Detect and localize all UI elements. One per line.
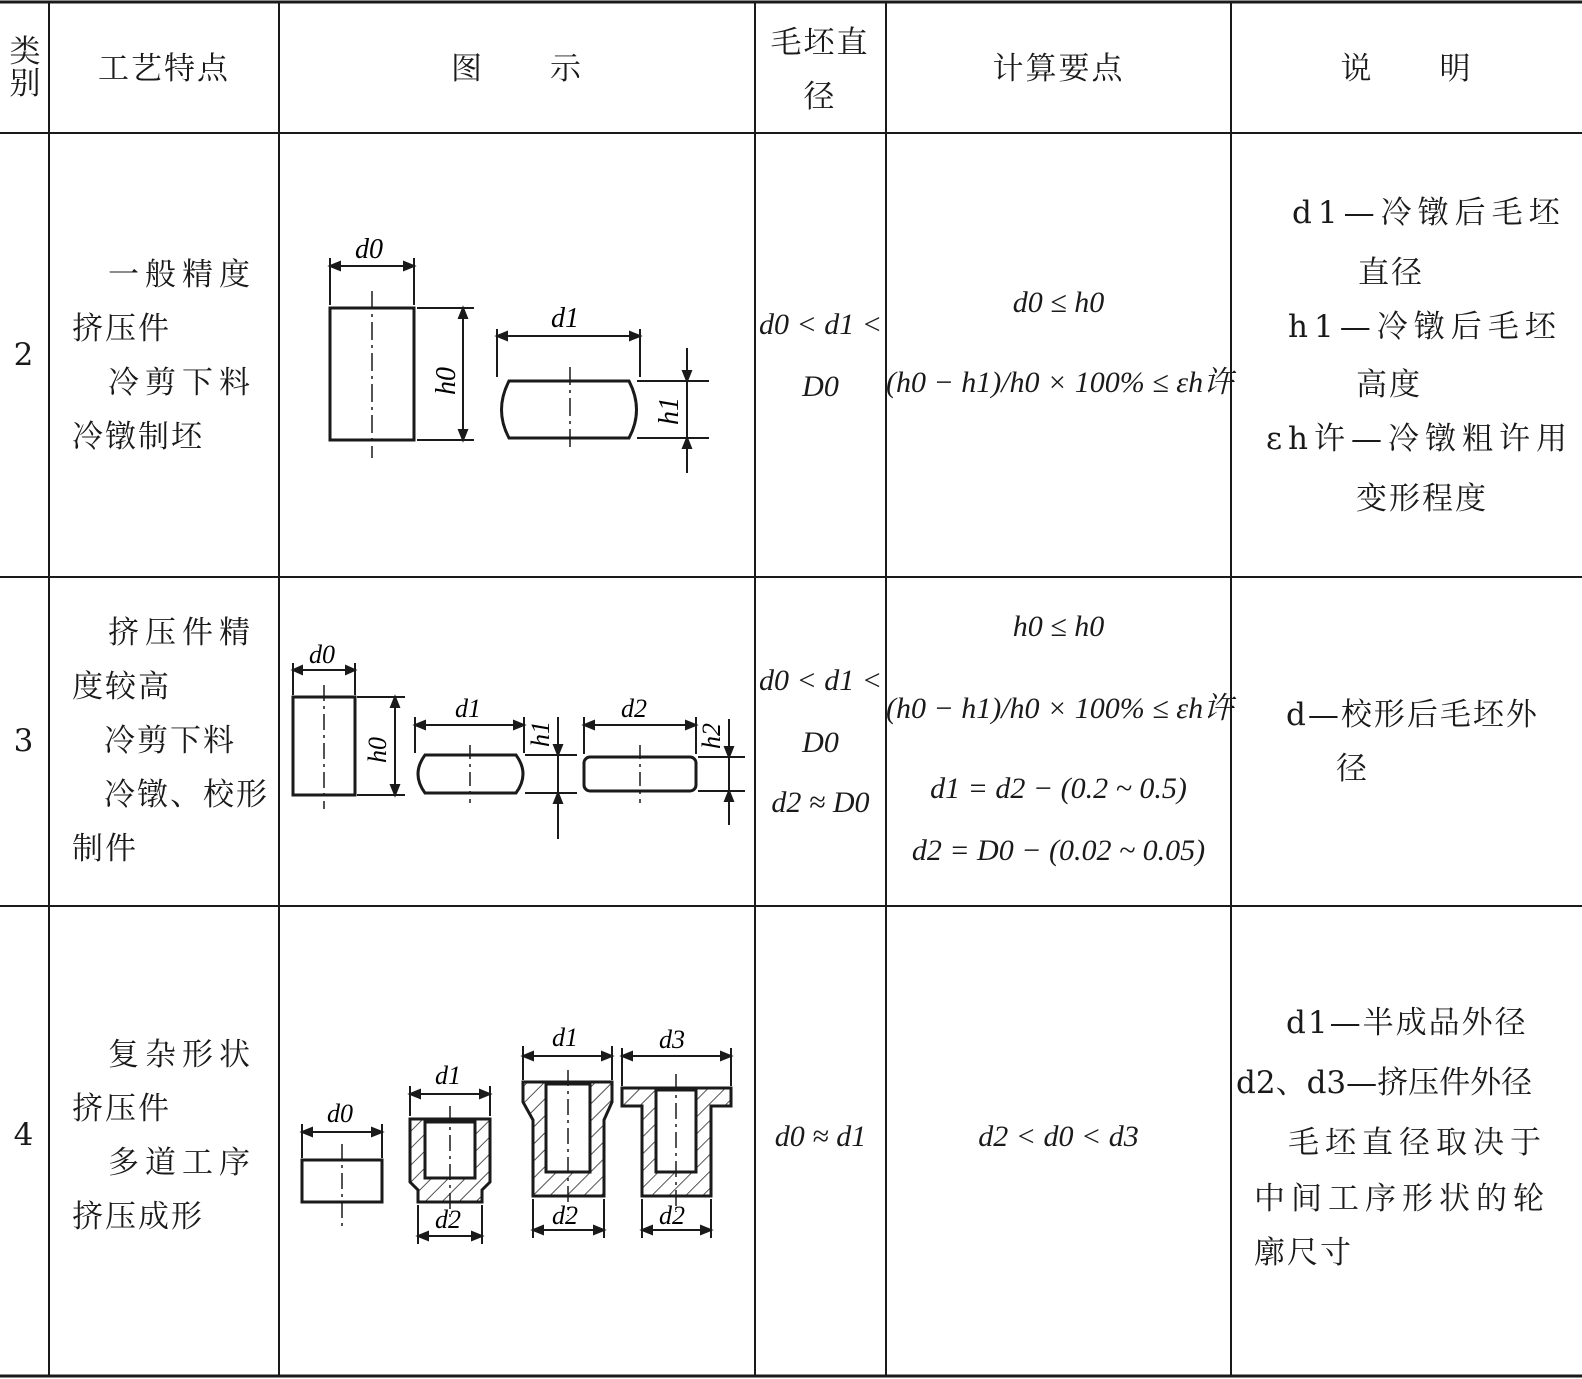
header-diagram: 图 示 xyxy=(451,51,583,87)
blank-diameter-line: d0 < d1 < xyxy=(759,664,882,697)
note-line: d1—冷镦后毛坯 xyxy=(1292,195,1566,231)
row-category: 2 xyxy=(13,337,36,373)
calc-line: d2 = D0 − (0.02 ~ 0.05) xyxy=(911,834,1206,867)
calc-line: d1 = d2 − (0.2 ~ 0.5) xyxy=(930,772,1187,805)
note-line: d1—半成品外径 xyxy=(1286,1005,1528,1041)
calc-line: (h0 − h1)/h0 × 100% ≤ εh许 xyxy=(886,692,1234,725)
process-line: 冷镦、校形 xyxy=(104,777,269,813)
process-line: 一般精度 xyxy=(108,257,256,293)
fig-label: h1 xyxy=(654,397,685,425)
fig-label: d1 xyxy=(455,694,481,723)
header-blank-diameter: 毛坯直径 xyxy=(770,25,870,115)
process-line: 冷剪下料 xyxy=(104,723,236,759)
fig-label: d3 xyxy=(659,1025,685,1054)
diagram-row3 xyxy=(279,577,755,906)
fig-label: h2 xyxy=(697,723,726,749)
fig-label: d0 xyxy=(309,640,335,669)
calc-line: h0 ≤ h0 xyxy=(1012,610,1105,643)
note-line: εh许—冷镦粗许用 xyxy=(1266,421,1574,457)
note-line: 高度 xyxy=(1356,367,1422,403)
process-line: 冷镦制坯 xyxy=(72,419,204,455)
fig-label: d0 xyxy=(355,234,383,265)
process-line: 复杂形状 xyxy=(108,1037,256,1073)
calc-line: d2 < d0 < d3 xyxy=(978,1120,1139,1153)
fig-label: d1 xyxy=(552,1023,578,1052)
fig-label: h1 xyxy=(526,721,555,747)
header-category: 类别 xyxy=(9,34,41,102)
note-line: 直径 xyxy=(1358,255,1424,291)
header-process: 工艺特点 xyxy=(98,51,230,87)
calc-line: (h0 − h1)/h0 × 100% ≤ εh许 xyxy=(886,366,1234,399)
row-category: 3 xyxy=(13,723,36,759)
note-line: d2、d3—挤压件外径 xyxy=(1236,1065,1533,1101)
header-calc: 计算要点 xyxy=(992,51,1125,87)
calc-line: d0 ≤ h0 xyxy=(1012,286,1105,319)
note-line: 毛坯直径取决于 xyxy=(1288,1125,1547,1161)
row-category: 4 xyxy=(13,1117,36,1153)
process-line: 挤压件精 xyxy=(108,615,256,651)
process-line: 挤压件 xyxy=(72,311,171,347)
fig-label: d1 xyxy=(551,303,579,334)
note-line: h1—冷镦后毛坯 xyxy=(1288,309,1562,345)
fig-label: h0 xyxy=(363,737,392,763)
header-note: 说 明 xyxy=(1340,51,1473,87)
blank-diameter-line: D0 xyxy=(802,370,839,403)
note-line: 径 xyxy=(1336,751,1369,787)
fig-label: d2 xyxy=(552,1201,578,1230)
process-line: 制件 xyxy=(72,831,138,867)
fig-label: d2 xyxy=(435,1205,461,1234)
blank-diameter-line: d0 ≈ d1 xyxy=(774,1120,867,1153)
note-line: 中间工序形状的轮 xyxy=(1254,1181,1550,1217)
fig-label: d1 xyxy=(435,1061,461,1090)
fig-label: d2 xyxy=(621,694,647,723)
process-line: 冷剪下料 xyxy=(108,365,256,401)
fig-label: h0 xyxy=(431,367,462,395)
note-line: 变形程度 xyxy=(1356,481,1488,517)
process-line: 度较高 xyxy=(72,669,171,705)
note-line: d—校形后毛坯外 xyxy=(1286,697,1539,733)
process-line: 挤压件 xyxy=(72,1091,171,1127)
note-line: 廓尺寸 xyxy=(1254,1235,1353,1271)
fig-label: d0 xyxy=(327,1099,353,1128)
process-line: 挤压成形 xyxy=(72,1199,204,1235)
fig-label: d2 xyxy=(659,1201,685,1230)
diagram-row4 xyxy=(279,906,755,1376)
process-line: 多道工序 xyxy=(108,1145,256,1181)
blank-diameter-line: D0 xyxy=(802,726,839,759)
blank-diameter-line: d0 < d1 < xyxy=(759,308,882,341)
blank-diameter-line: d2 ≈ D0 xyxy=(771,786,870,819)
diagram-row2 xyxy=(279,133,755,577)
